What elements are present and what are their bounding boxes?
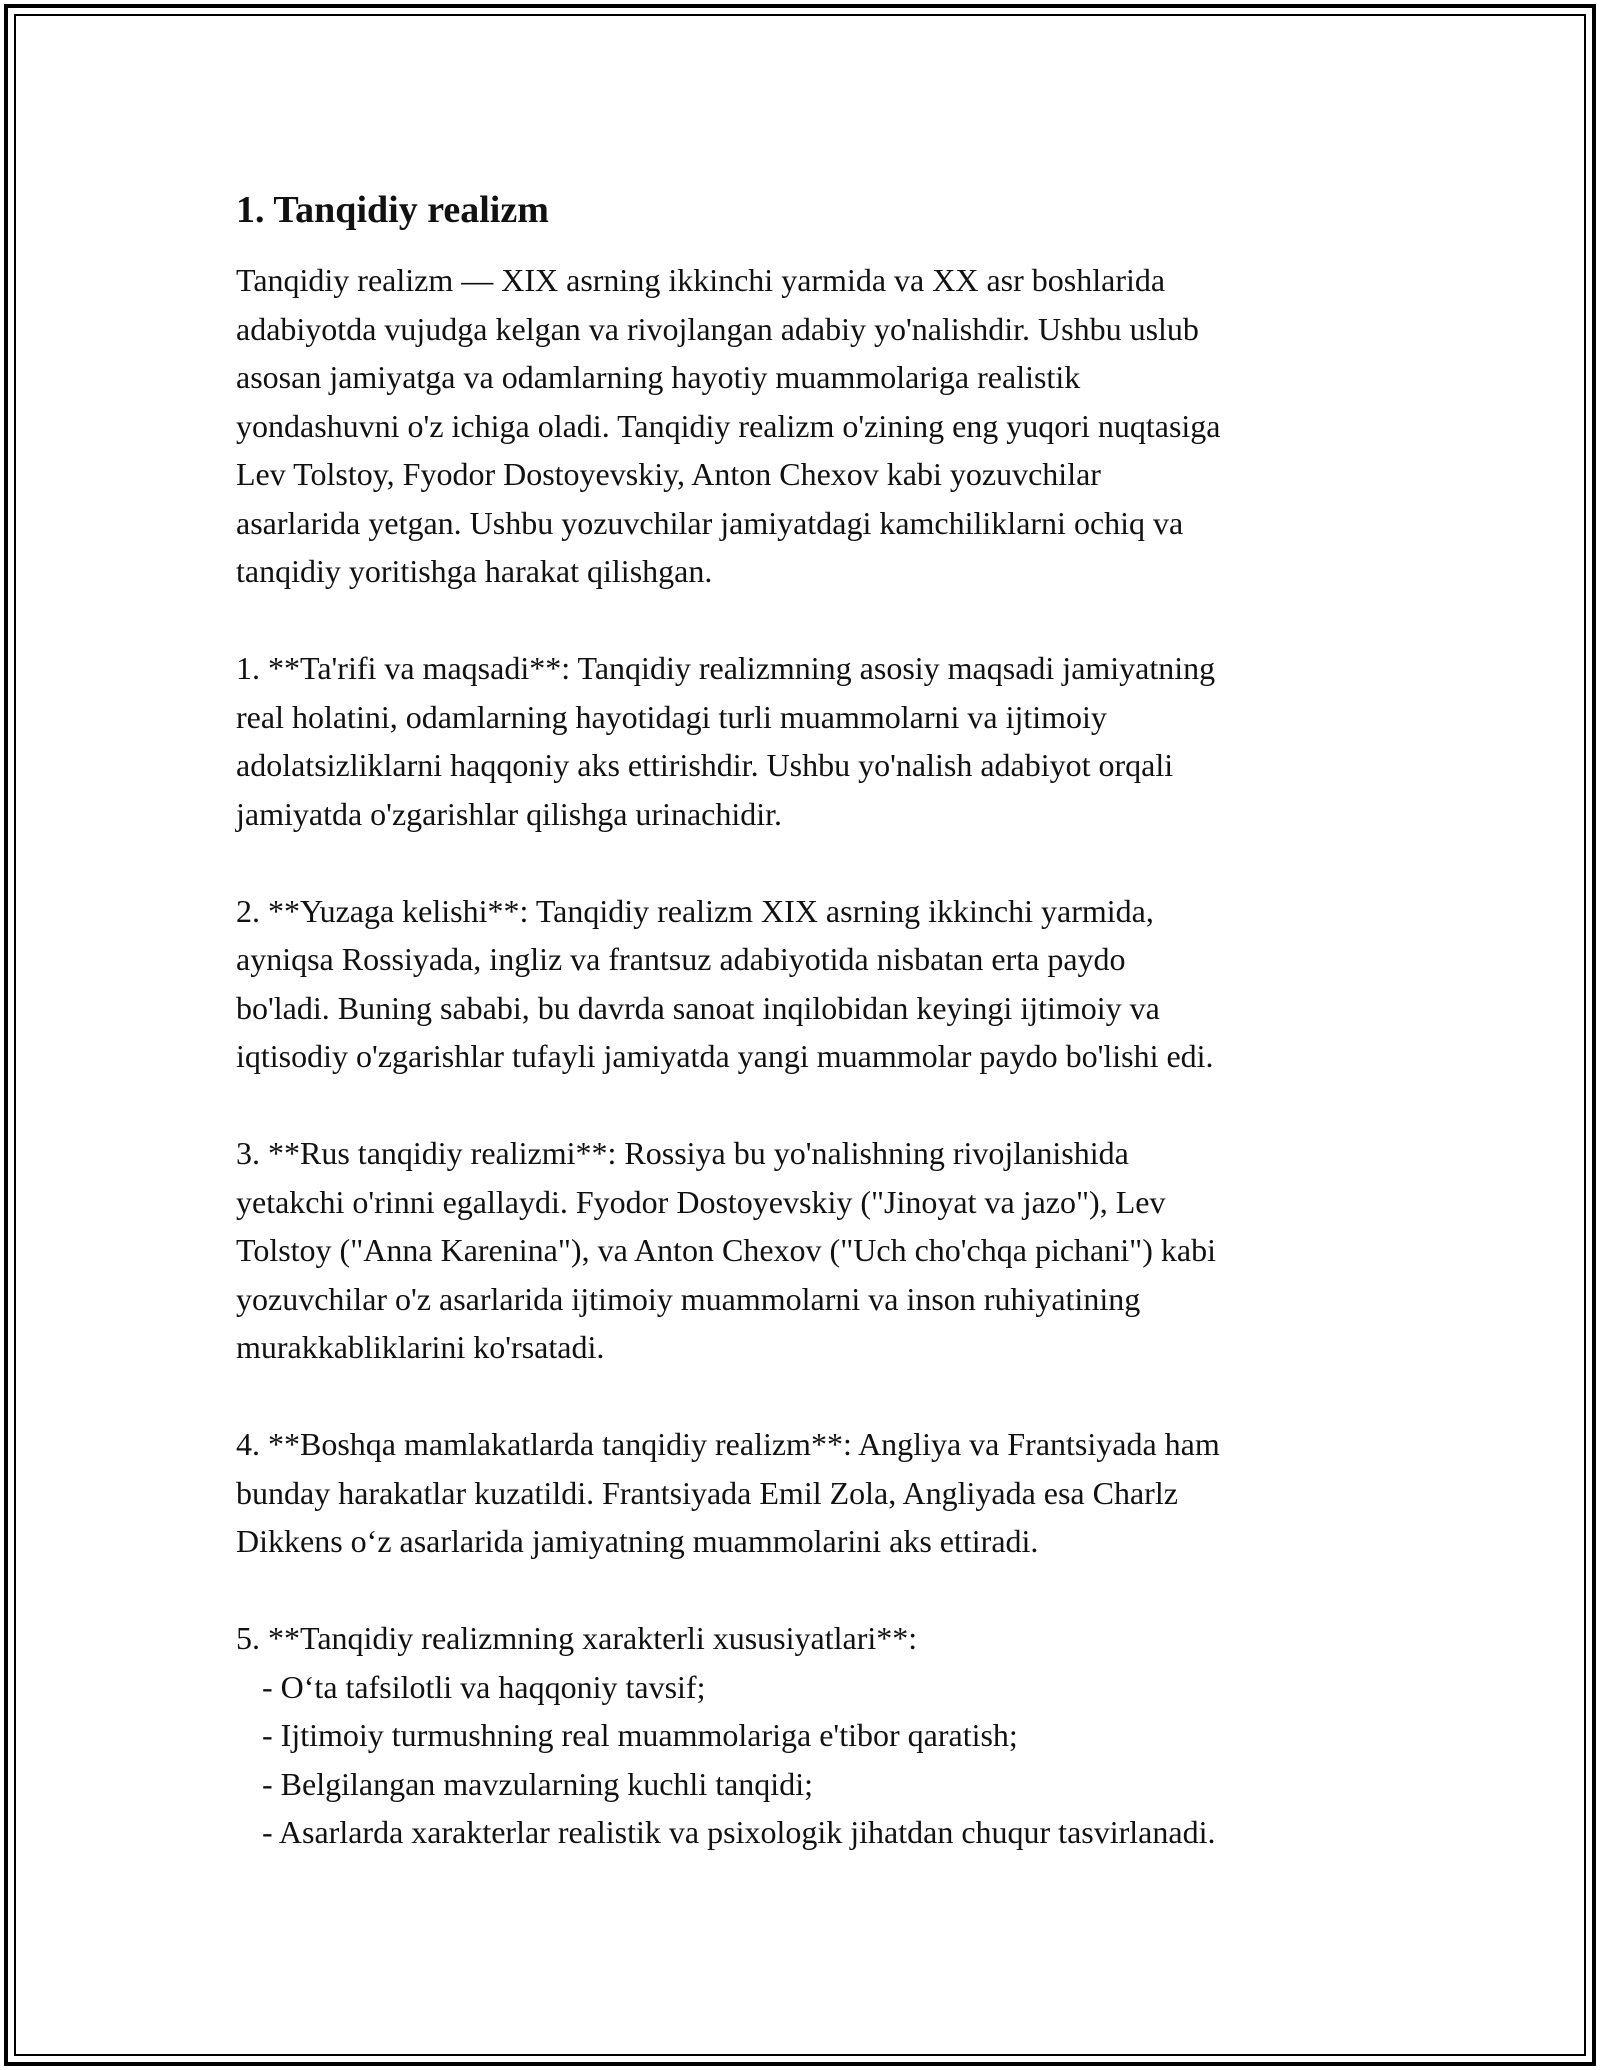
paragraph-line: Tolstoy ("Anna Karenina"), va Anton Chexov ("Uch cho'chqa pichani") kabi	[236, 1232, 1216, 1268]
paragraph-line: 4. **Boshqa mamlakatlarda tanqidiy realizm**: Angliya va Frantsiyada ham	[236, 1426, 1220, 1462]
paragraph-line: Tanqidiy realizm — XIX asrning ikkinchi yarmida va XX asr boshlarida	[236, 262, 1166, 298]
paragraph-line: murakkabliklarini ko'rsatadi.	[236, 1329, 605, 1365]
paragraph-line: yozuvchilar o'z asarlarida ijtimoiy muammolarni va inson ruhiyatining	[236, 1280, 1141, 1317]
paragraph-line: iqtisodiy o'zgarishlar tufayli jamiyatda yangi muammolar paydo bo'lishi edi.	[236, 1038, 1214, 1074]
paragraph-line: bo'ladi. Buning sababi, bu davrda sanoat inqilobidan keyingi ijtimoiy va	[236, 989, 1160, 1026]
document-title: 1. Tanqidiy realizm	[236, 189, 549, 231]
paragraph-line: ayniqsa Rossiyada, ingliz va frantsuz adabiyotida nisbatan erta paydo	[236, 941, 1126, 977]
paragraph-line: adolatsizliklarni haqqoniy aks ettirishdir. Ushbu yo'nalish adabiyot orqali	[236, 747, 1174, 783]
paragraph-line: adabiyotda vujudga kelgan va rivojlangan adabiy yo'nalishdir. Ushbu uslub	[236, 310, 1199, 347]
paragraph-line: 1. **Ta'rifi va maqsadi**: Tanqidiy realizmning asosiy maqsadi jamiyatning	[236, 650, 1216, 686]
feature-list-item: - O‘ta tafsilotli va haqqoniy tavsif;	[262, 1668, 706, 1705]
feature-list-item: - Ijtimoiy turmushning real muammolariga e'tibor qaratish;	[262, 1717, 1018, 1753]
paragraph-line: 2. **Yuzaga kelishi**: Tanqidiy realizm XIX asrning ikkinchi yarmida,	[236, 892, 1154, 929]
paragraph-line: asosan jamiyatga va odamlarning hayotiy muammolariga realistik	[236, 359, 1081, 395]
intro-paragraph	[236, 256, 1376, 596]
paragraph-line: jamiyatda o'zgarishlar qilishga urinachidir.	[236, 795, 783, 832]
russian-realism-paragraph	[236, 1129, 1376, 1372]
paragraph-line: bunday harakatlar kuzatildi. Frantsiyada Emil Zola, Angliyada esa Charlz	[236, 1474, 1178, 1511]
features-section	[236, 1614, 1376, 1857]
feature-list-item: - Asarlarda xarakterlar realistik va psixologik jihatdan chuqur tasvirlanadi.	[262, 1814, 1216, 1850]
paragraph-line: Lev Tolstoy, Fyodor Dostoyevskiy, Anton Chexov kabi yozuvchilar	[236, 456, 1101, 492]
paragraph-line: yetakchi o'rinni egallaydi. Fyodor Dostoyevskiy ("Jinoyat va jazo"), Lev	[236, 1183, 1166, 1220]
paragraph-line: yondashuvni o'z ichiga oladi. Tanqidiy realizm o'zining eng yuqori nuqtasiga	[236, 407, 1221, 444]
other-countries-paragraph	[236, 1420, 1376, 1566]
paragraph-line: asarlarida yetgan. Ushbu yozuvchilar jamiyatdagi kamchiliklarni ochiq va	[236, 504, 1184, 541]
origin-paragraph	[236, 887, 1376, 1081]
document-body	[236, 184, 1376, 1905]
paragraph-line: real holatini, odamlarning hayotidagi turli muammolarni va ijtimoiy	[236, 698, 1107, 735]
definition-paragraph	[236, 644, 1376, 838]
feature-list-item: - Belgilangan mavzularning kuchli tanqidi;	[262, 1765, 813, 1802]
paragraph-line: 3. **Rus tanqidiy realizmi**: Rossiya bu yo'nalishning rivojlanishida	[236, 1135, 1129, 1171]
paragraph-line: Dikkens o‘z asarlarida jamiyatning muammolarini aks ettiradi.	[236, 1523, 1039, 1559]
features-heading: 5. **Tanqidiy realizmning xarakterli xususiyatlari**:	[236, 1620, 918, 1656]
paragraph-line: tanqidiy yoritishga harakat qilishgan.	[236, 553, 713, 589]
